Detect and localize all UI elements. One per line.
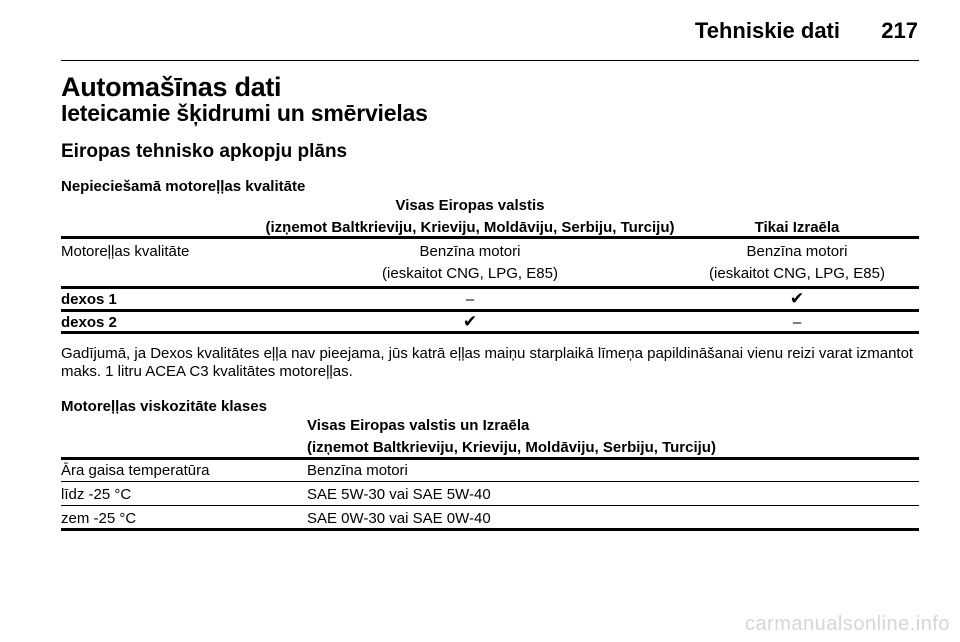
oil-quality-col2-line2: (ieskaitot CNG, LPG, E85) xyxy=(382,265,558,282)
table-rule xyxy=(61,309,919,312)
table-rule xyxy=(61,331,919,334)
table-rule xyxy=(61,528,919,531)
oil-quality-heading: Nepieciešamā motoreļļas kvalitāte xyxy=(61,178,306,195)
check-icon: ✔ xyxy=(462,312,478,331)
oil-quality-col2-header: (izņemot Baltkrieviju, Krieviju, Moldāviju, Serbiju, Turciju) xyxy=(265,219,675,236)
section-title: Automašīnas dati xyxy=(61,72,282,102)
oil-quality-group-header: Visas Eiropas valstis xyxy=(395,197,545,214)
viscosity-heading: Motoreļļas viskozitāte klases xyxy=(61,398,267,415)
oil-quality-col2-line1: Benzīna motori xyxy=(419,243,521,260)
table-header-rule xyxy=(61,236,919,239)
oil-note-paragraph: Gadījumā, ja Dexos kvalitātes eļļa nav pieejama, jūs katrā eļļas maiņu starplaikā līmeņa papildināšanai vienu reizi varat izmantot maks. 1 litru ACEA C3 kvalitātes motoreļļas. xyxy=(61,345,914,380)
check-icon: ✔ xyxy=(789,289,805,308)
header-title: Tehniskie dati xyxy=(694,18,840,43)
table-header-rule xyxy=(61,457,919,460)
oil-quality-sub-label: Motoreļļas kvalitāte xyxy=(61,243,190,260)
table-rule xyxy=(61,505,919,506)
table-row-label: līdz -25 °C xyxy=(61,486,132,503)
table-rule xyxy=(61,481,919,482)
oil-quality-col3-header: Tikai Izraēla xyxy=(754,219,840,236)
table-row-value: SAE 0W-30 vai SAE 0W-40 xyxy=(307,510,491,527)
table-row-label: zem -25 °C xyxy=(61,510,137,527)
table-row-label: dexos 2 xyxy=(61,314,117,331)
page-number: 217 xyxy=(881,18,918,43)
watermark: carmanualsonline.info xyxy=(744,613,950,635)
viscosity-sub-label: Āra gaisa temperatūra xyxy=(61,462,210,479)
table-row-value: SAE 5W-30 vai SAE 5W-40 xyxy=(307,486,491,503)
table-cell-dash: – xyxy=(792,314,802,331)
viscosity-group-header: Visas Eiropas valstis un Izraēla xyxy=(307,417,530,434)
viscosity-sub-value: Benzīna motori xyxy=(307,462,408,479)
oil-quality-col3-line1: Benzīna motori xyxy=(746,243,848,260)
table-cell-dash: – xyxy=(465,291,475,308)
table-row-label: dexos 1 xyxy=(61,291,117,308)
viscosity-col2-header: (izņemot Baltkrieviju, Krieviju, Moldāviju, Serbiju, Turciju) xyxy=(307,439,716,456)
oil-quality-col3-line2: (ieskaitot CNG, LPG, E85) xyxy=(709,265,885,282)
plan-title: Eiropas tehnisko apkopju plāns xyxy=(61,141,348,162)
subsection-title: Ieteicamie šķidrumi un smērvielas xyxy=(61,100,428,126)
header-divider xyxy=(61,60,919,61)
